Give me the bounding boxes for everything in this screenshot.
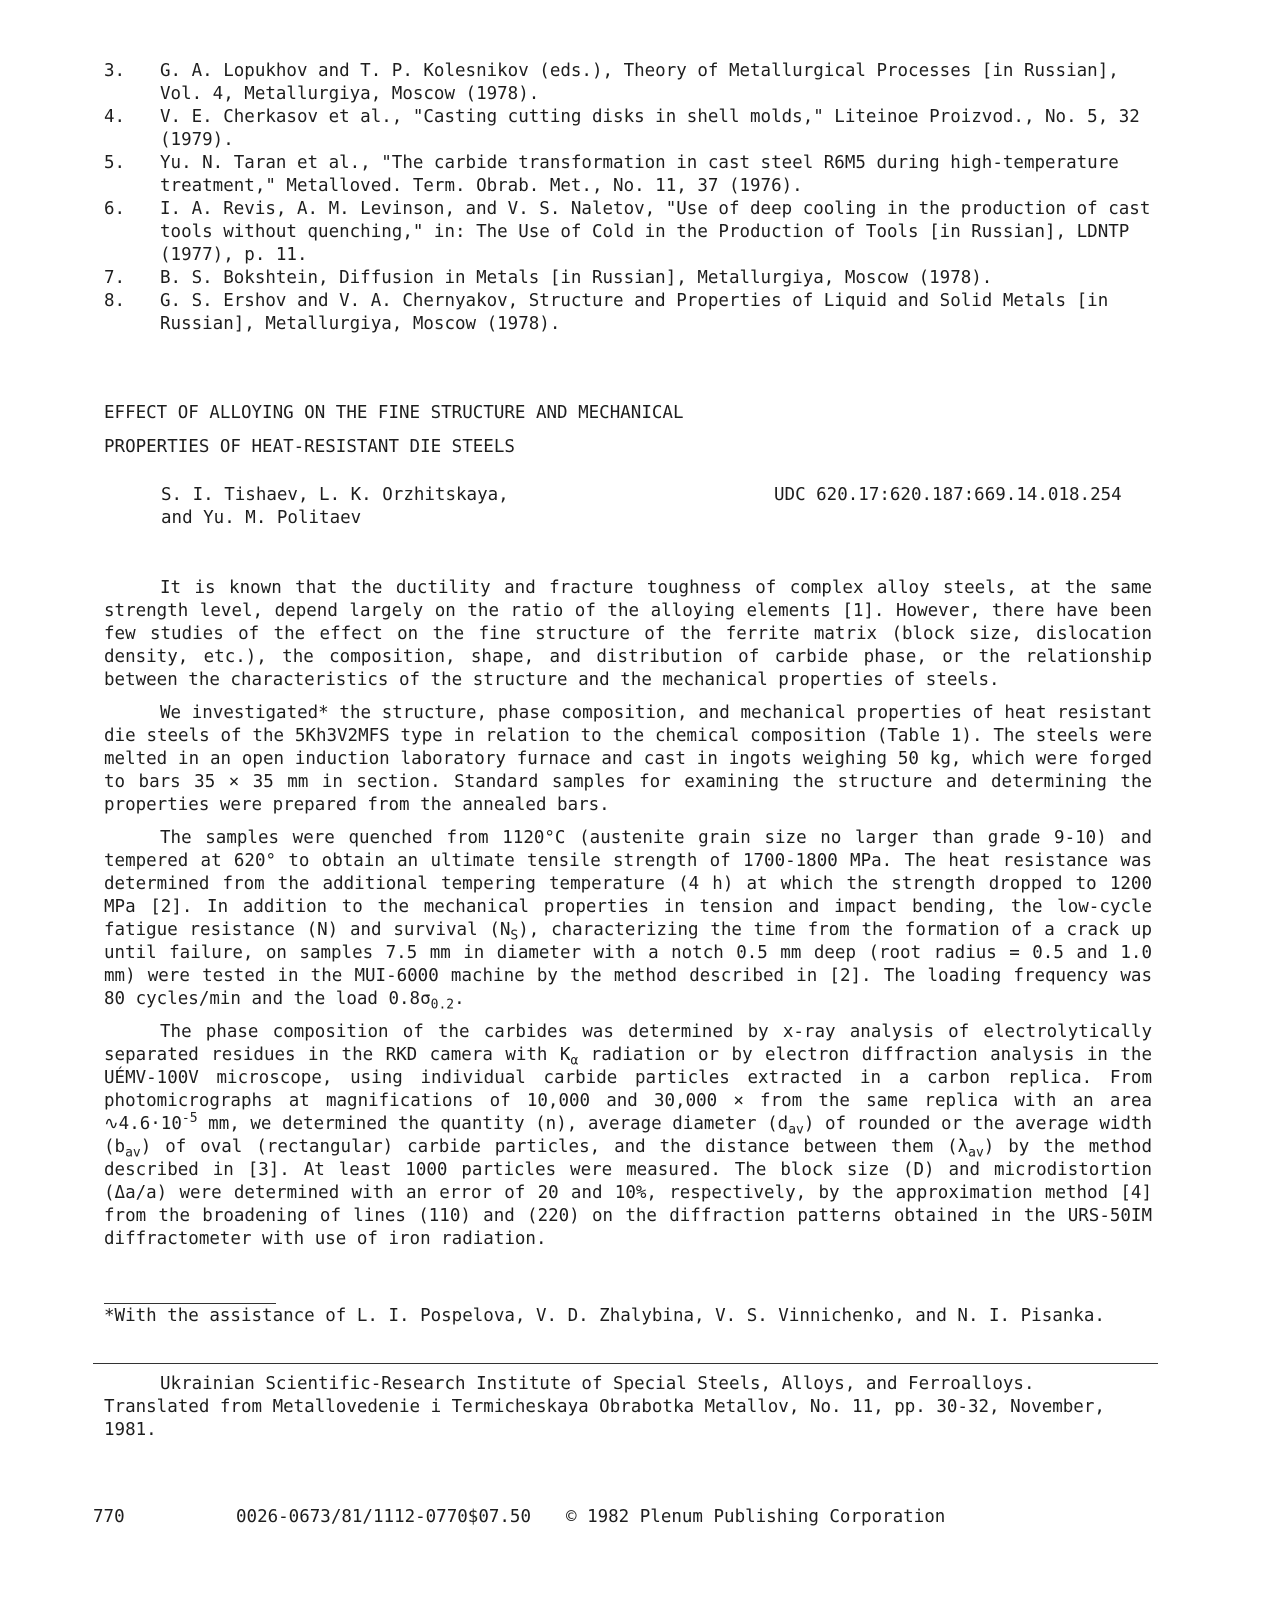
footnote: *With the assistance of L. I. Pospelova, V. D. Zhalybina, V. S. Vinnichenko, and N. I. Pisanka. <box>104 1306 1105 1326</box>
reference-item <box>104 152 1164 198</box>
reference-item <box>104 60 1164 106</box>
reference-list <box>104 60 1164 336</box>
reference-number: 5. <box>104 153 126 173</box>
affiliation <box>104 1373 1154 1442</box>
body-paragraph-4: The phase composition of the carbides was determined by x-ray analysis of electrolytically separated residues in the RKD camera with $K_\alpha$ radiation or by electron diffraction analysis in the UÉMV-100V microscope, using individual carbide particles extracted in a carbon replica. From photomicrographs at magnifications of 10,000 and 30,000 × from the same replica with an area $∿4.6\cdot 10^{-5}$ mm, we determined the quantity (n), average diameter $(d_{av})$ of rounded or the average width $(b_{av})$ of oval (rectangular) carbide particles, and the distance between them $(\lambda_{av})$ by the method described in [3]. At least 1000 particles were measured. The block size (D) and microdistortion (Δa/a) were determined with an error of 20 and 10%, respectively, by the approximation method [4] from the broadening of lines (110) and (220) on the diffraction patterns obtained in the URS-50IM diffractometer with use of iron radiation. <box>104 1022 1152 1249</box>
reference-item <box>104 290 1164 336</box>
authors <box>161 484 561 530</box>
reference-number: 8. <box>104 291 126 311</box>
reference-number: 7. <box>104 268 126 288</box>
page-number: 770 <box>93 1507 125 1527</box>
authors-line-2: and Yu. M. Politaev <box>161 508 362 528</box>
article-body <box>104 577 1152 1261</box>
reference-text: V. E. Cherkasov et al., "Casting cutting disks in shell molds," Liteinoe Proizvod., No. 5, 32 (1979). <box>160 107 1140 150</box>
reference-text: Yu. N. Taran et al., "The carbide transformation in cast steel R6M5 during high-temperature treatment," Metalloved. Term. Obrab. Met., No. 11, 37 (1976). <box>160 153 1119 196</box>
title-line-2: PROPERTIES OF HEAT-RESISTANT DIE STEELS <box>104 437 515 457</box>
reference-text: B. S. Bokshtein, Diffusion in Metals [in Russian], Metallurgiya, Moscow (1978). <box>160 268 993 288</box>
reference-text: G. A. Lopukhov and T. P. Kolesnikov (eds.), Theory of Metallurgical Processes [in Russian], Vol. 4, Metallurgiya, Moscow (1978). <box>160 61 1119 104</box>
affiliation-line-1: Ukrainian Scientific-Research Institute of Special Steels, Alloys, and Ferroalloys. <box>160 1374 1035 1394</box>
body-paragraph-3: The samples were quenched from 1120°C (austenite grain size no larger than grade 9-10) and tempered at 620° to obtain an ultimate tensile strength of 1700-1800 MPa. The heat resistance was determined from the additional tempering temperature (4 h) at which the strength dropped to 1200 MPa [2]. In addition to the mechanical properties in tension and impact bending, the low-cycle fatigue resistance (N) and survival $(N_S)$, characterizing the time from the formation of a crack up until failure, on samples 7.5 mm in diameter with a notch 0.5 mm deep (root radius = 0.5 and 1.0 mm) were tested in the MUI-6000 machine by the method described in [2]. The loading frequency was 80 cycles/min and the load $0.8\sigma_{0.2}$. <box>104 828 1152 1013</box>
udc-code: UDC 620.17:620.187:669.14.018.254 <box>774 485 1122 505</box>
title-line-1: EFFECT OF ALLOYING ON THE FINE STRUCTURE AND MECHANICAL <box>104 403 684 423</box>
reference-item <box>104 267 1164 290</box>
authors-line-1: S. I. Tishaev, L. K. Orzhitskaya, <box>161 485 509 505</box>
reference-number: 6. <box>104 199 126 219</box>
footnote-divider <box>104 1303 276 1304</box>
copyright: © 1982 Plenum Publishing Corporation <box>566 1507 946 1527</box>
reference-number: 4. <box>104 107 126 127</box>
reference-item <box>104 106 1164 152</box>
reference-item <box>104 198 1164 267</box>
reference-number: 3. <box>104 61 126 81</box>
affiliation-line-2: Translated from Metallovedenie i Termicheskaya Obrabotka Metallov, No. 11, pp. 30-32, November, 1981. <box>104 1397 1105 1440</box>
article-title <box>104 402 1164 470</box>
reference-text: G. S. Ershov and V. A. Chernyakov, Structure and Properties of Liquid and Solid Metals [in Russian], Metallurgiya, Moscow (1978). <box>160 291 1109 334</box>
page-divider <box>93 1363 1158 1364</box>
article-code: 0026-0673/81/1112-0770$07.50 <box>236 1507 532 1527</box>
body-paragraph-1: It is known that the ductility and fracture toughness of complex alloy steels, at the same strength level, depend largely on the ratio of the alloying elements [1]. However, there have been few studies of the effect on the fine structure of the ferrite matrix (block size, dislocation density, etc.), the composition, shape, and distribution of carbide phase, or the relationship between the characteristics of the structure and the mechanical properties of steels. <box>104 578 1152 690</box>
body-paragraph-2: We investigated* the structure, phase composition, and mechanical properties of heat resistant die steels of the 5Kh3V2MFS type in relation to the chemical composition (Table 1). The steels were melted in an open induction laboratory furnace and cast in ingots weighing 50 kg, which were forged to bars 35 × 35 mm in section. Standard samples for examining the structure and determining the properties were prepared from the annealed bars. <box>104 703 1152 815</box>
reference-text: I. A. Revis, A. M. Levinson, and V. S. Naletov, "Use of deep cooling in the production of cast tools without quenching," in: The Use of Cold in the Production of Tools [in Russian], LDNTP (1977), p. 11. <box>160 199 1151 265</box>
